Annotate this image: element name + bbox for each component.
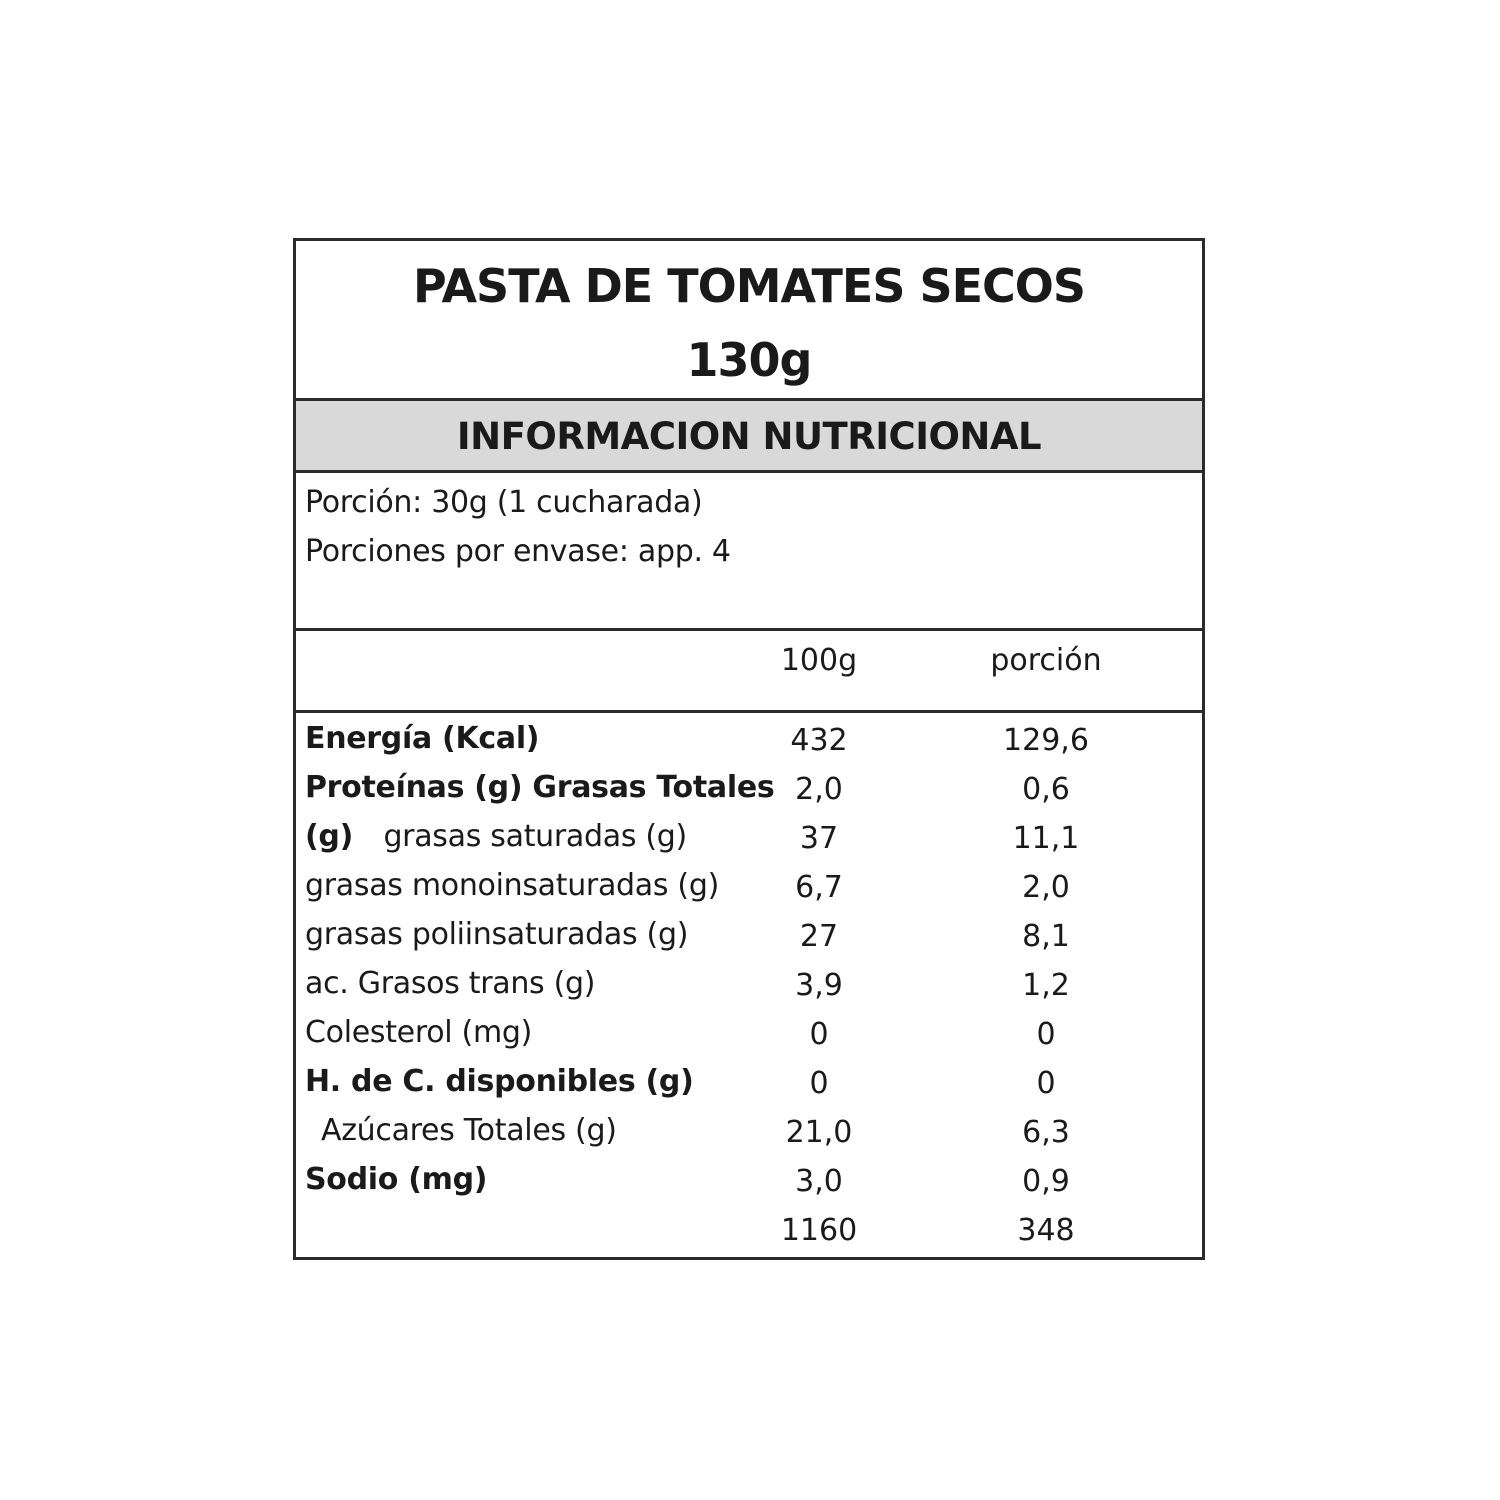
value-portion: 348 <box>1017 1213 1075 1248</box>
portion-section <box>296 473 1202 631</box>
nutrition-info-title: INFORMACION NUTRICIONAL <box>456 415 1042 458</box>
nutrient-label: grasas monoinsaturadas (g) <box>305 868 719 903</box>
value-100g: 37 <box>799 821 839 856</box>
nutrient-row-carbohydrates <box>296 1056 1202 1105</box>
nutrient-label: Proteínas (g) Grasas Totales <box>305 770 775 805</box>
value-100g: 27 <box>799 919 839 954</box>
nutrient-label: H. de C. disponibles (g) <box>305 1064 694 1099</box>
nutrient-row-proteins <box>296 762 1202 811</box>
nutrient-label <box>305 819 687 854</box>
value-portion: 11,1 <box>1012 821 1080 856</box>
value-100g: 3,0 <box>795 1164 843 1199</box>
nutrient-row-trans-fat <box>296 958 1202 1007</box>
value-100g: 0 <box>809 1017 829 1052</box>
product-title-section <box>296 241 1202 401</box>
value-portion: 0,9 <box>1022 1164 1070 1199</box>
nutrient-label: grasas poliinsaturadas (g) <box>305 917 689 952</box>
nutrient-row-total-sugars <box>296 1105 1202 1154</box>
nutrition-info-header <box>296 401 1202 473</box>
servings-per-container: Porciones por envase: app. 4 <box>305 534 731 569</box>
nutrient-label: Energía (Kcal) <box>305 721 540 756</box>
value-portion: 129,6 <box>1003 723 1089 758</box>
value-100g: 432 <box>790 723 848 758</box>
nutrient-label: Sodio (mg) <box>305 1162 488 1197</box>
value-portion: 8,1 <box>1022 919 1070 954</box>
nutrient-label-plain-part: grasas saturadas (g) <box>383 819 687 854</box>
nutrient-label: Colesterol (mg) <box>305 1015 533 1050</box>
value-portion: 0 <box>1036 1017 1056 1052</box>
net-weight: 130g <box>686 333 812 387</box>
nutrient-row-energy <box>296 713 1202 762</box>
value-portion: 0 <box>1036 1066 1056 1101</box>
value-100g: 0 <box>809 1066 829 1101</box>
nutrient-row-monounsaturated-fat <box>296 860 1202 909</box>
nutrient-label: ac. Grasos trans (g) <box>305 966 596 1001</box>
nutrient-row-sodium <box>296 1154 1202 1203</box>
value-portion: 1,2 <box>1022 968 1070 1003</box>
column-header-100g: 100g <box>780 643 858 678</box>
nutrient-row-extra <box>296 1203 1202 1252</box>
value-100g: 6,7 <box>795 870 843 905</box>
value-100g: 2,0 <box>795 772 843 807</box>
nutrient-label-bold-part: (g) <box>305 819 353 854</box>
nutrient-label: Azúcares Totales (g) <box>321 1113 617 1148</box>
value-portion: 6,3 <box>1022 1115 1070 1150</box>
nutrient-row-polyunsaturated-fat <box>296 909 1202 958</box>
column-header-portion: porción <box>990 643 1102 678</box>
portion-size: Porción: 30g (1 cucharada) <box>305 485 703 520</box>
product-name: PASTA DE TOMATES SECOS <box>412 259 1086 313</box>
nutrient-row-saturated-fat <box>296 811 1202 860</box>
value-100g: 21,0 <box>785 1115 853 1150</box>
nutrient-row-cholesterol <box>296 1007 1202 1056</box>
column-headers <box>296 631 1202 713</box>
value-portion: 2,0 <box>1022 870 1070 905</box>
nutrition-label <box>293 238 1205 1260</box>
value-portion: 0,6 <box>1022 772 1070 807</box>
value-100g: 1160 <box>780 1213 858 1248</box>
value-100g: 3,9 <box>795 968 843 1003</box>
